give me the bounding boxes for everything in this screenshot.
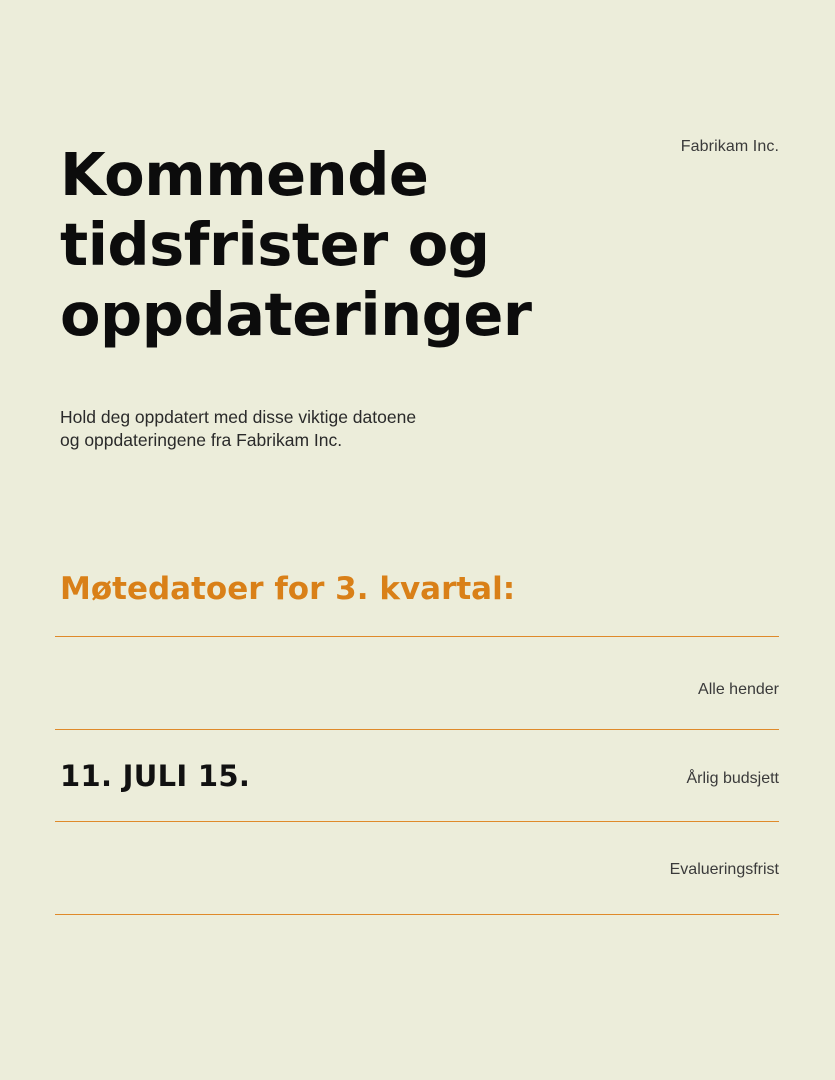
page-title: [60, 140, 620, 350]
page-subtitle: [60, 406, 520, 452]
meeting-row-evaluation-deadline: [55, 822, 779, 914]
subtitle-line-1: Hold deg oppdatert med disse viktige datoene: [60, 407, 417, 427]
meeting-label: Alle hender: [698, 681, 779, 698]
company-name: Fabrikam Inc.: [680, 138, 779, 155]
section-heading: Møtedatoer for 3. kvartal:: [60, 571, 516, 607]
title-line-1: Kommende: [60, 140, 429, 209]
subtitle-line-2: og oppdateringene fra Fabrikam Inc.: [60, 430, 343, 450]
meeting-row-annual-budget: [55, 730, 779, 822]
divider-line: [55, 914, 779, 915]
title-line-3: oppdateringer: [60, 280, 532, 349]
meeting-row-all-hands: [55, 637, 779, 729]
meeting-label: Evalueringsfrist: [669, 861, 779, 878]
meeting-date: 11. JULI 15.: [60, 759, 251, 793]
title-line-2: tidsfrister og: [60, 210, 490, 279]
meeting-label: Årlig budsjett: [686, 770, 779, 787]
